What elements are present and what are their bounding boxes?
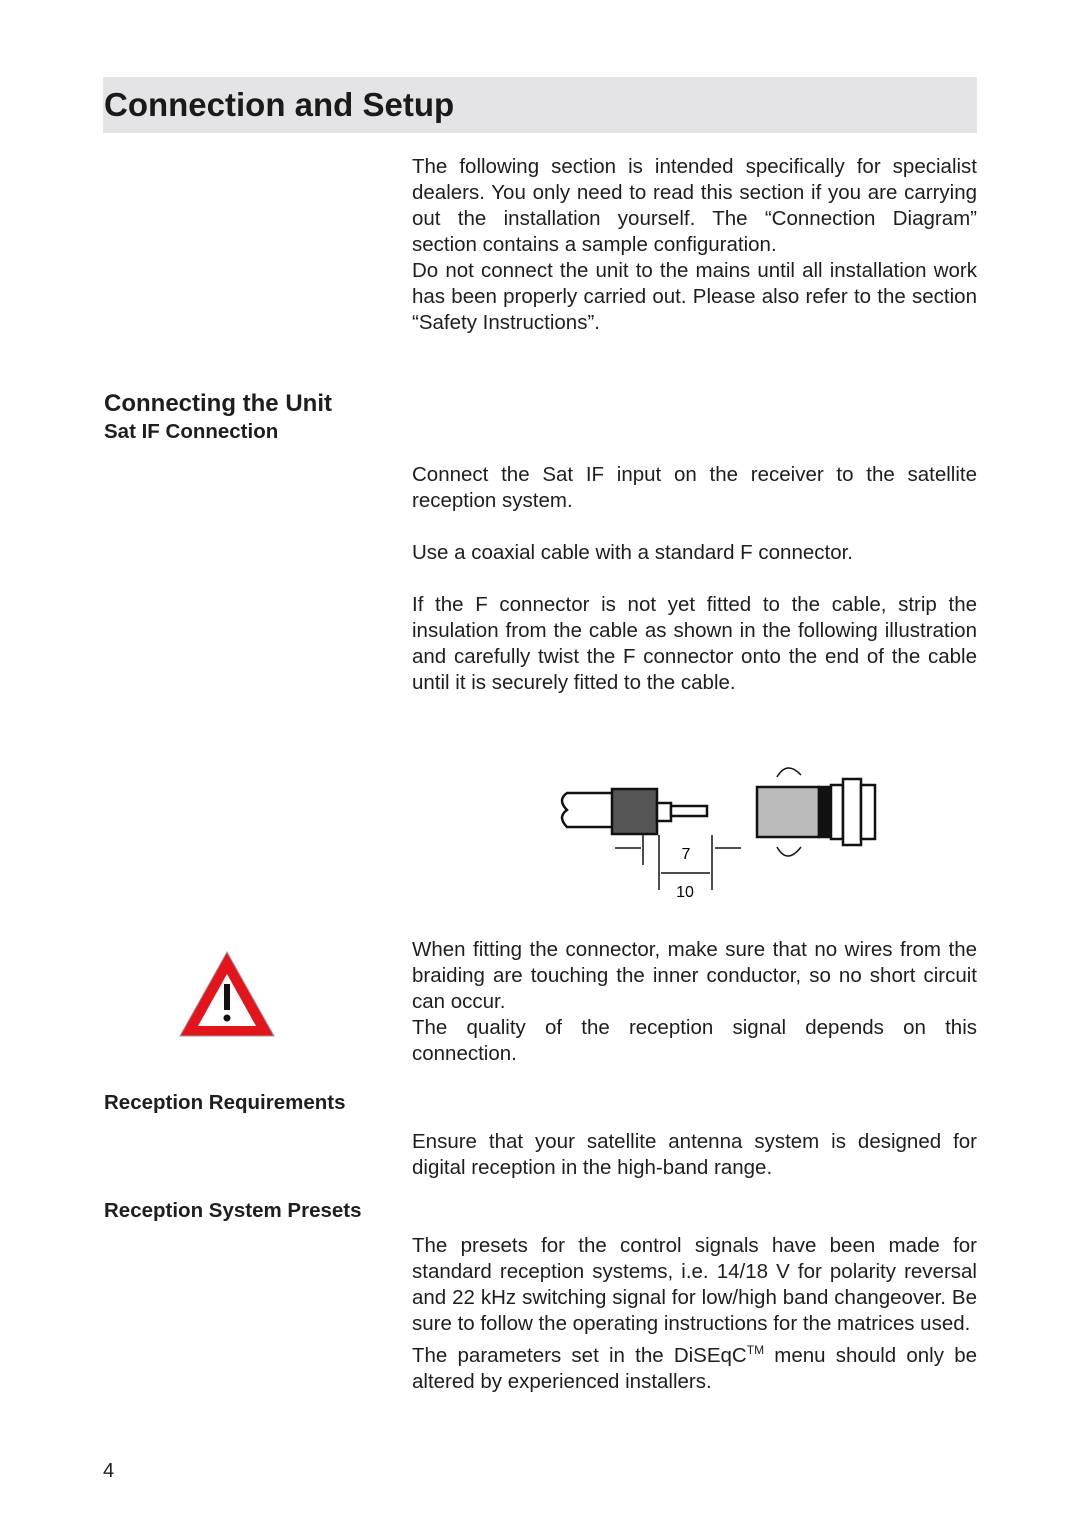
reception-requirements-heading: Reception Requirements (104, 1091, 346, 1114)
intro-paragraph: Do not connect the unit to the mains until all installation work has been properly carried out. Please also refer to the section “Safety Instructions”. (412, 259, 977, 334)
presets-text-before: The parameters set in the DiSEqC (412, 1343, 747, 1367)
intro-paragraph: The following section is intended specifically for specialist dealers. You only need to read this section if you are carrying out the installation yourself. The “Connection Diagram” section contains a sample configuration. (412, 155, 977, 256)
warning-paragraph: The quality of the reception signal depends on this connection. (412, 1016, 977, 1065)
sat-if-paragraph: Use a coaxial cable with a standard F connector. (412, 541, 853, 564)
title-bar (103, 77, 977, 133)
presets-paragraph (412, 1337, 977, 1395)
sat-if-paragraph: If the F connector is not yet fitted to the cable, strip the insulation from the cable as shown in the following illustration and carefully twist the F connector onto the end of the cable until it is securely fitted to the cable. (412, 593, 977, 694)
f-connector-illustration (555, 755, 885, 905)
presets-text-after: menu should only be altered by experienced installers. (412, 1343, 977, 1393)
subheading-sat-if: Sat IF Connection (104, 420, 279, 443)
dimension-7: 7 (681, 846, 691, 863)
presets-heading: Reception System Presets (104, 1199, 362, 1222)
section-heading: Connecting the Unit (104, 390, 332, 417)
coax-cable (562, 789, 707, 834)
presets-text (412, 1233, 977, 1395)
f-connector (757, 768, 875, 856)
page-number: 4 (103, 1460, 115, 1482)
reception-requirements-text: Ensure that your satellite antenna system is designed for digital reception in the high-band range. (412, 1130, 977, 1179)
presets-paragraph: The presets for the control signals have been made for standard reception systems, i.e. 14/18 V for polarity reversal and 22 kHz switching signal for low/high band changeover. Be sure to follow the operating instructions for the matrices used. (412, 1234, 977, 1335)
page-title: Connection and Setup (104, 86, 455, 123)
intro-text (412, 154, 977, 336)
dimension-lines (615, 835, 741, 890)
trademark: TM (746, 1343, 765, 1357)
warning-text (412, 937, 977, 1067)
dimension-10: 10 (676, 884, 694, 901)
warning-triangle-icon (176, 948, 278, 1040)
sat-if-paragraph: Connect the Sat IF input on the receiver to the satellite reception system. (412, 463, 977, 512)
warning-paragraph: When fitting the connector, make sure that no wires from the braiding are touching the inner conductor, so no short circuit can occur. (412, 938, 977, 1013)
